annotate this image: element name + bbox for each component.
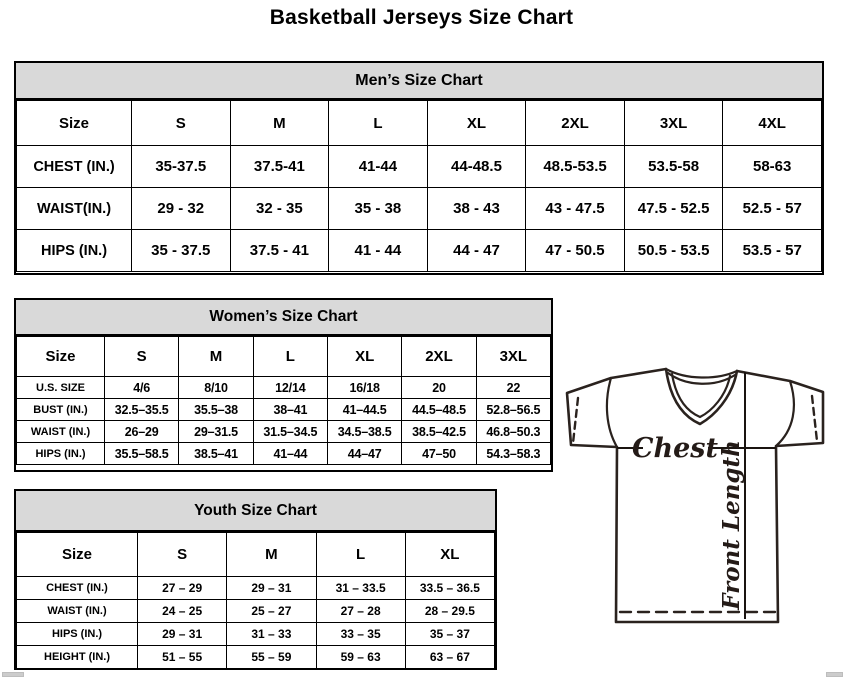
table-cell: 41 - 44 (329, 230, 428, 272)
mens-size-table (16, 100, 822, 272)
table-row (17, 421, 551, 443)
table-cell: 44–47 (327, 443, 401, 465)
table-cell: 31.5–34.5 (253, 421, 327, 443)
table-row (17, 146, 822, 188)
table-cell: 26–29 (105, 421, 179, 443)
table-cell: 44.5–48.5 (402, 399, 476, 421)
jersey-right-armhole-seam (776, 381, 794, 446)
page-title: Basketball Jerseys Size Chart (269, 6, 574, 29)
table-cell: 35 - 38 (329, 188, 428, 230)
table-row (17, 600, 495, 623)
table-cell: 44 - 47 (427, 230, 526, 272)
table-row (17, 623, 495, 646)
table-cell: 38 - 43 (427, 188, 526, 230)
table-cell: 4/6 (105, 377, 179, 399)
column-header: 3XL (624, 101, 723, 146)
table-cell: 33 – 35 (316, 623, 405, 646)
table-cell: 52.5 - 57 (723, 188, 822, 230)
table-cell: 41–44.5 (327, 399, 401, 421)
table-cell: 47–50 (402, 443, 476, 465)
row-header: WAIST(IN.) (17, 188, 132, 230)
column-header: S (132, 101, 231, 146)
column-header: S (138, 533, 227, 577)
row-header: BUST (IN.) (17, 399, 105, 421)
jersey-outline (567, 369, 823, 622)
jersey-left-armhole-seam (607, 378, 617, 447)
jersey-right-cuff-dashes (812, 396, 817, 441)
table-cell: 35 - 37.5 (132, 230, 231, 272)
table-cell: 55 – 59 (227, 646, 316, 669)
table-cell: 53.5 - 57 (723, 230, 822, 272)
column-header: Size (17, 101, 132, 146)
womens-size-chart (14, 298, 553, 472)
front-length-label: Front Length (718, 440, 745, 610)
youth-size-chart-title: Youth Size Chart (16, 491, 495, 532)
table-cell: 53.5-58 (624, 146, 723, 188)
table-cell: 38–41 (253, 399, 327, 421)
table-cell: 20 (402, 377, 476, 399)
chest-label: Chest (632, 433, 718, 464)
table-row (17, 399, 551, 421)
table-row (17, 577, 495, 600)
womens-size-table (16, 336, 551, 465)
table-cell: 31 – 33 (227, 623, 316, 646)
jersey-diagram (556, 358, 842, 628)
column-header: 3XL (476, 337, 550, 377)
column-header: 2XL (526, 101, 625, 146)
horizontal-scrollbar-left-fragment[interactable] (2, 672, 24, 677)
table-cell: 34.5–38.5 (327, 421, 401, 443)
table-cell: 59 – 63 (316, 646, 405, 669)
youth-size-table (16, 532, 495, 669)
table-cell: 16/18 (327, 377, 401, 399)
table-cell: 31 – 33.5 (316, 577, 405, 600)
table-cell: 54.3–58.3 (476, 443, 550, 465)
column-header: Size (17, 337, 105, 377)
table-row (17, 188, 822, 230)
column-header: XL (327, 337, 401, 377)
table-cell: 35-37.5 (132, 146, 231, 188)
womens-size-chart-title: Women’s Size Chart (16, 300, 551, 336)
table-cell: 32.5–35.5 (105, 399, 179, 421)
column-header: XL (405, 533, 494, 577)
jersey-collar-back-arc-1 (666, 369, 737, 378)
column-header: M (227, 533, 316, 577)
table-row (17, 443, 551, 465)
table-cell: 24 – 25 (138, 600, 227, 623)
row-header: HEIGHT (IN.) (17, 646, 138, 669)
table-cell: 27 – 28 (316, 600, 405, 623)
table-cell: 38.5–42.5 (402, 421, 476, 443)
mens-size-chart (14, 61, 824, 275)
row-header: U.S. SIZE (17, 377, 105, 399)
header-row (17, 101, 822, 146)
table-cell: 28 – 29.5 (405, 600, 494, 623)
table-cell: 33.5 – 36.5 (405, 577, 494, 600)
row-header: HIPS (IN.) (17, 623, 138, 646)
table-row (17, 230, 822, 272)
table-cell: 50.5 - 53.5 (624, 230, 723, 272)
table-row (17, 377, 551, 399)
row-header: CHEST (IN.) (17, 146, 132, 188)
table-cell: 35.5–38 (179, 399, 253, 421)
row-header: WAIST (IN.) (17, 421, 105, 443)
table-cell: 41–44 (253, 443, 327, 465)
column-header: XL (427, 101, 526, 146)
table-cell: 51 – 55 (138, 646, 227, 669)
column-header: Size (17, 533, 138, 577)
column-header: M (179, 337, 253, 377)
table-cell: 48.5-53.5 (526, 146, 625, 188)
column-header: 2XL (402, 337, 476, 377)
horizontal-scrollbar-right-fragment[interactable] (826, 672, 843, 677)
table-cell: 29–31.5 (179, 421, 253, 443)
column-header: L (316, 533, 405, 577)
table-cell: 35.5–58.5 (105, 443, 179, 465)
youth-size-chart (14, 489, 497, 670)
table-cell: 32 - 35 (230, 188, 329, 230)
header-row (17, 533, 495, 577)
mens-size-chart-title: Men’s Size Chart (16, 63, 822, 100)
table-cell: 27 – 29 (138, 577, 227, 600)
table-cell: 41-44 (329, 146, 428, 188)
table-cell: 58-63 (723, 146, 822, 188)
table-cell: 29 - 32 (132, 188, 231, 230)
header-row (17, 337, 551, 377)
table-cell: 37.5-41 (230, 146, 329, 188)
table-cell: 37.5 - 41 (230, 230, 329, 272)
table-cell: 63 – 67 (405, 646, 494, 669)
column-header: L (329, 101, 428, 146)
table-cell: 35 – 37 (405, 623, 494, 646)
column-header: L (253, 337, 327, 377)
table-cell: 44-48.5 (427, 146, 526, 188)
table-cell: 29 – 31 (227, 577, 316, 600)
column-header: M (230, 101, 329, 146)
table-cell: 25 – 27 (227, 600, 316, 623)
table-cell: 8/10 (179, 377, 253, 399)
table-cell: 29 – 31 (138, 623, 227, 646)
table-cell: 43 - 47.5 (526, 188, 625, 230)
row-header: HIPS (IN.) (17, 230, 132, 272)
row-header: CHEST (IN.) (17, 577, 138, 600)
table-cell: 47.5 - 52.5 (624, 188, 723, 230)
column-header: S (105, 337, 179, 377)
table-cell: 38.5–41 (179, 443, 253, 465)
table-cell: 52.8–56.5 (476, 399, 550, 421)
column-header: 4XL (723, 101, 822, 146)
table-cell: 47 - 50.5 (526, 230, 625, 272)
table-row (17, 646, 495, 669)
table-cell: 46.8–50.3 (476, 421, 550, 443)
table-cell: 22 (476, 377, 550, 399)
jersey-left-cuff-dashes (573, 398, 578, 443)
row-header: HIPS (IN.) (17, 443, 105, 465)
table-cell: 12/14 (253, 377, 327, 399)
row-header: WAIST (IN.) (17, 600, 138, 623)
